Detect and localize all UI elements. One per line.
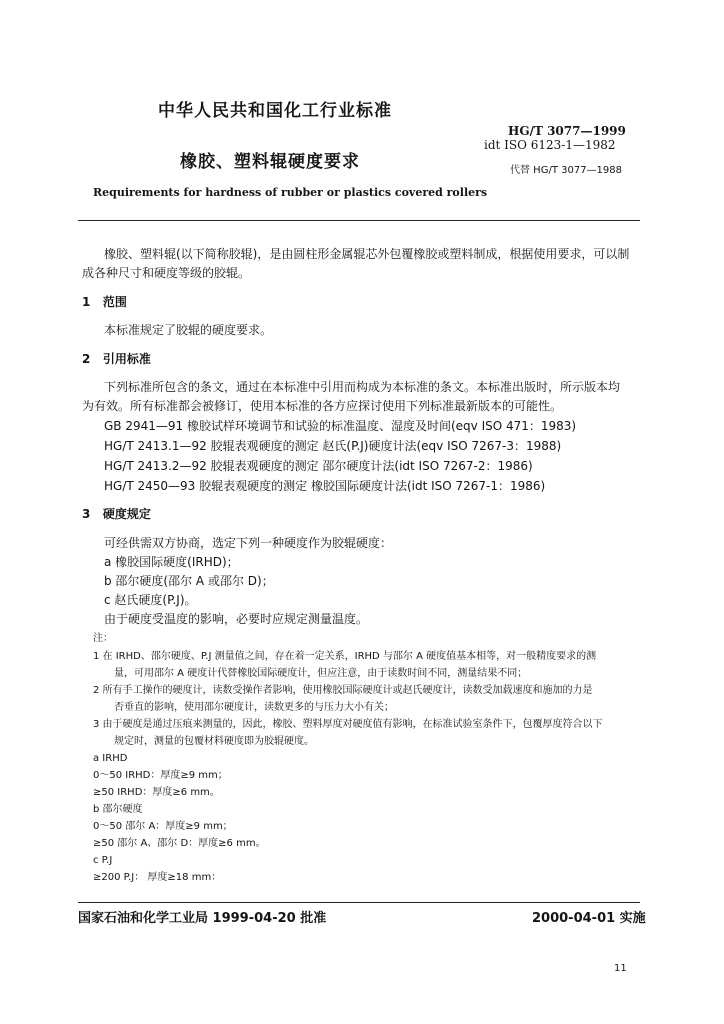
thickness-rule: 0～50 IRHD：厚度≥9 mm；: [93, 770, 228, 781]
english-title: Requirements for hardness of rubber or plastics covered rollers: [93, 186, 488, 199]
standard-category: 中华人民共和国化工行业标准: [158, 101, 392, 121]
document-title: 橡胶、塑料辊硬度要求: [180, 152, 360, 172]
reference-item: HG/T 2413.2—92 胶辊表观硬度的测定 邵尔硬度计法(idt ISO 7267-2：1986): [104, 459, 533, 473]
standard-code: HG/T 3077—1999: [508, 124, 626, 138]
hardness-option-a: a 橡胶国际硬度(IRHD)；: [104, 555, 239, 569]
implementation-date: 2000-04-01 实施: [532, 911, 646, 926]
note-2-line-1: 2 所有手工操作的硬度计，读数受操作者影响，使用橡胶国际硬度计或赵氏硬度计，读数受加载速度和施加的力是: [93, 685, 593, 696]
section-1-text: 本标准规定了胶辊的硬度要求。: [104, 323, 273, 337]
section-3-number: 3: [82, 507, 91, 521]
page-number: 11: [614, 963, 627, 974]
notes-label: 注：: [93, 633, 113, 644]
reference-item: GB 2941—91 橡胶试样环境调节和试验的标准温度、湿度及时间(eqv ISO 471：1983): [104, 419, 577, 433]
intro-line-1: 橡胶、塑料辊(以下简称胶辊)，是由圆柱形金属辊芯外包覆橡胶或塑料制成，根据使用要求，可以制: [104, 247, 630, 261]
thickness-group-a: a IRHD: [93, 753, 128, 764]
replaces-note: 代替 HG/T 3077—1988: [510, 165, 623, 176]
thickness-rule: ≥50 IRHD：厚度≥6 mm。: [93, 787, 220, 798]
hardness-option-c: c 赵氏硬度(P.J)。: [104, 593, 197, 607]
section-2-title: 引用标准: [102, 352, 151, 366]
note-3-line-1: 3 由于硬度是通过压痕来测量的，因此，橡胶、塑料厚度对硬度值有影响，在标准试验室条件下，包覆厚度符合以下: [93, 719, 603, 730]
section-2-para-1: 下列标准所包含的条文，通过在本标准中引用而构成为本标准的条文。本标准出版时，所示版本均: [104, 380, 621, 394]
section-3-title: 硬度规定: [102, 507, 151, 521]
section-2-para-2: 为有效。所有标准都会被修订，使用本标准的各方应探讨使用下列标准最新版本的可能性。: [82, 399, 563, 413]
hardness-option-b: b 邵尔硬度(邵尔 A 或邵尔 D)；: [104, 574, 274, 588]
section-1-number: 1: [82, 295, 91, 309]
section-3-lead: 可经供需双方协商，选定下列一种硬度作为胶辊硬度：: [104, 536, 393, 550]
reference-item: HG/T 2413.1—92 胶辊表观硬度的测定 赵氏(P.J)硬度计法(eqv ISO 7267-3：1988): [104, 439, 562, 453]
approval-date: 国家石油和化学工业局 1999-04-20 批准: [78, 911, 327, 926]
note-3-line-2: 规定时，测量的包覆材料硬度即为胶辊硬度。: [114, 736, 314, 747]
section-3-heading: [82, 506, 151, 522]
note-1-line-1: 1 在 IRHD、邵尔硬度、P.J 测量值之间，存在着一定关系，IRHD 与邵尔 A 硬度值基本相等，对一般精度要求的测: [93, 651, 597, 662]
idt-reference: idt ISO 6123-1—1982: [484, 138, 616, 152]
section-2-number: 2: [82, 352, 91, 366]
section-1-title: 范围: [102, 295, 127, 309]
reference-item: HG/T 2450—93 胶辊表观硬度的测定 橡胶国际硬度计法(idt ISO 7267-1：1986): [104, 479, 546, 493]
thickness-rule: ≥200 P.J： 厚度≥18 mm：: [93, 872, 222, 883]
thickness-group-c: c P.J: [93, 855, 113, 866]
section-1-heading: [82, 294, 127, 310]
thickness-group-b: b 邵尔硬度: [93, 804, 143, 815]
section-2-heading: [82, 351, 151, 367]
note-1-line-2: 量，可用邵尔 A 硬度计代替橡胶国际硬度计，但应注意，由于读数时间不同，测量结果不同；: [114, 668, 528, 679]
thickness-rule: ≥50 邵尔 A、邵尔 D：厚度≥6 mm。: [93, 838, 266, 849]
header-rule: [78, 220, 640, 221]
thickness-rule: 0～50 邵尔 A：厚度≥9 mm；: [93, 821, 233, 832]
footer-rule: [78, 902, 640, 903]
temperature-note: 由于硬度受温度的影响，必要时应规定测量温度。: [104, 612, 369, 626]
intro-line-2: 成各种尺寸和硬度等级的胶辊。: [82, 266, 251, 280]
note-2-line-2: 否垂直的影响，使用邵尔硬度计，读数更多的与压力大小有关；: [114, 702, 394, 713]
